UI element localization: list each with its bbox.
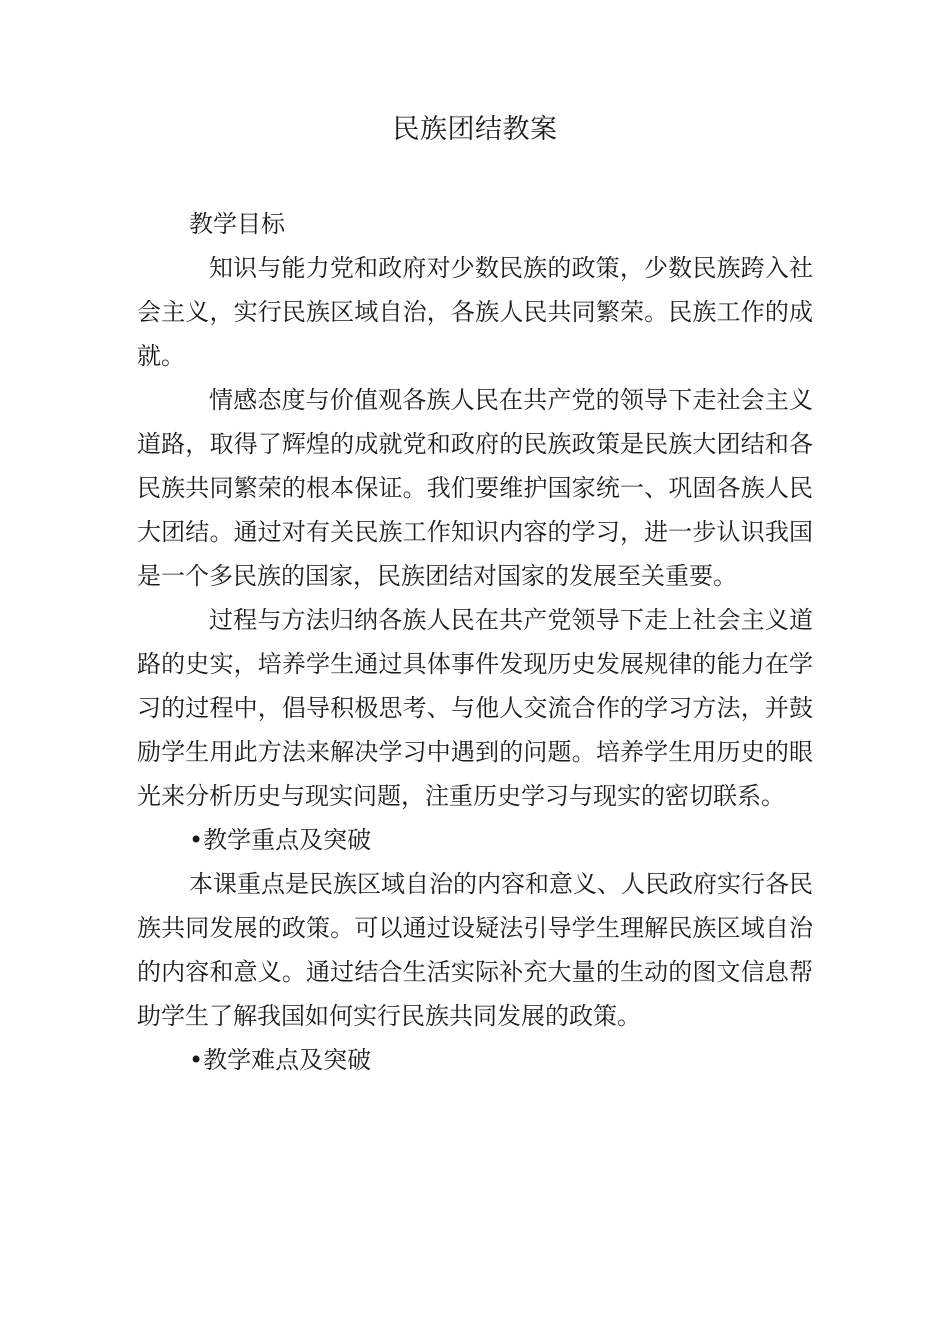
- key-points-heading: •教学重点及突破: [189, 826, 372, 854]
- process-paragraph: 过程与方法归纳各族人民在共产党领导下走上社会主义道路的史实，培养学生通过具体事件发现历史发展规律的能力在学习的过程中，倡导积极思考、与他人交流合作的学习方法，并鼓励学生用此方法来解决学习中遇到的问题。培养学生用历史的眼光来分析历史与现实问题，注重历史学习与现实的密切联系。: [137, 606, 813, 810]
- objectives-heading: 教学目标: [189, 210, 285, 238]
- emotion-paragraph: 情感态度与价值观各族人民在共产党的领导下走社会主义道路，取得了辉煌的成就党和政府的民族政策是民族大团结和各民族共同繁荣的根本保证。我们要维护国家统一、巩固各族人民大团结。通过对有关民族工作知识内容的学习，进一步认识我国是一个多民族的国家，民族团结对国家的发展至关重要。: [137, 386, 813, 590]
- key-points-paragraph: 本课重点是民族区域自治的内容和意义、人民政府实行各民族共同发展的政策。可以通过设疑法引导学生理解民族区域自治的内容和意义。通过结合生活实际补充大量的生动的图文信息帮助学生了解我国如何实行民族共同发展的政策。: [137, 870, 813, 1030]
- difficulties-heading: •教学难点及突破: [189, 1046, 372, 1074]
- knowledge-paragraph: 知识与能力党和政府对少数民族的政策，少数民族跨入社会主义，实行民族区域自治，各族人民共同繁荣。民族工作的成就。: [137, 254, 813, 370]
- document-title: 民族团结教案: [392, 114, 558, 145]
- document-body: [137, 202, 813, 1082]
